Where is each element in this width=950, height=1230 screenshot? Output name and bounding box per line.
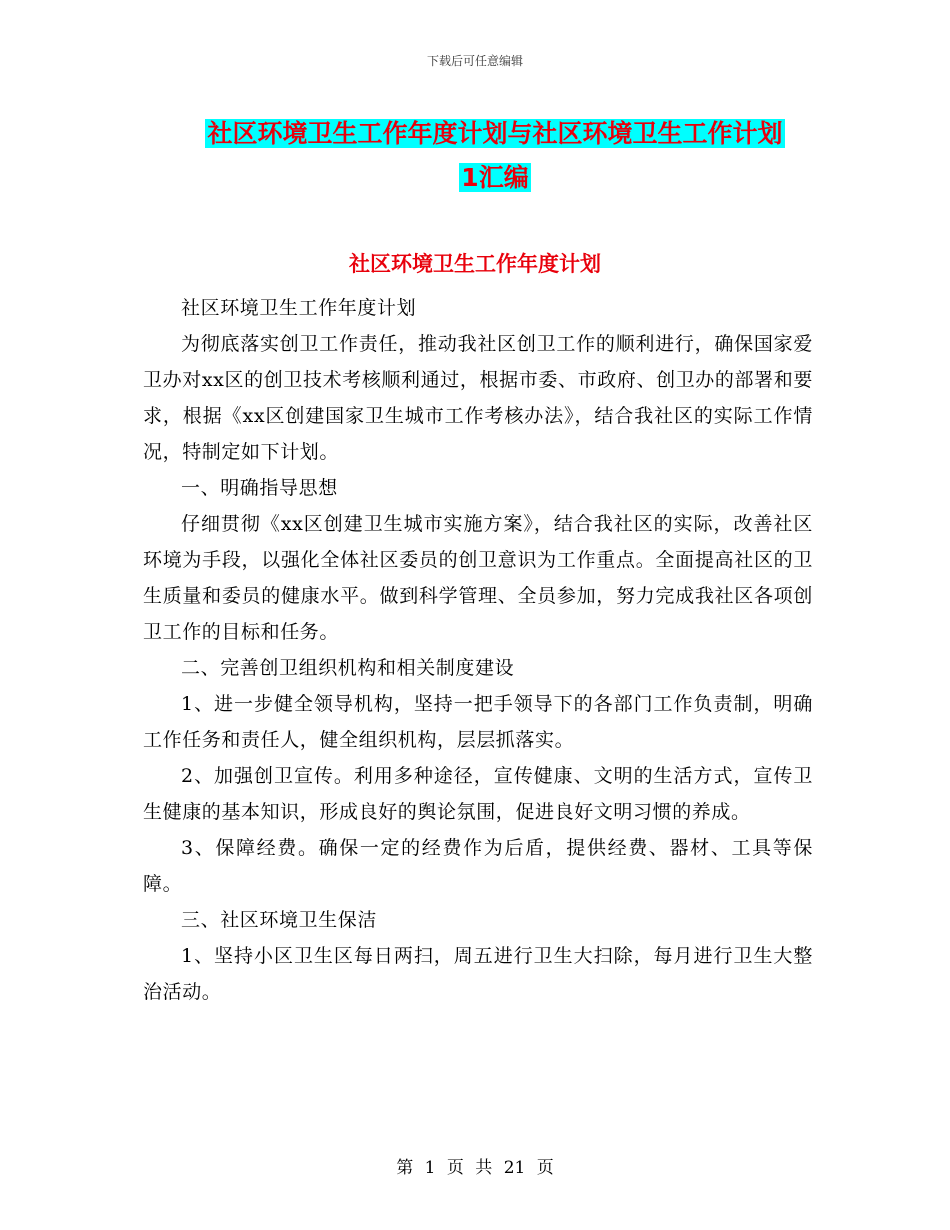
- paragraph: 二、完善创卫组织机构和相关制度建设: [181, 657, 515, 679]
- paragraph: 社区环境卫生工作年度计划: [181, 297, 417, 319]
- paragraph: 为彻底落实创卫工作责任，推动我社区创卫工作的顺利进行，确保国家爱卫办对xx区的创卫技术考核顺利通过，根据市委、市政府、创卫办的部署和要求，根据《xx区创建国家卫生城市工作考核办法》，结合我社区的实际工作情况，特制定如下计划。: [143, 333, 813, 463]
- paragraph: 一、明确指导思想: [181, 477, 338, 499]
- document-body: [143, 290, 813, 1010]
- title-line-2: 1汇编: [461, 163, 529, 192]
- title-line-1: 社区环境卫生工作年度计划与社区环境卫生工作计划: [207, 119, 783, 148]
- paragraph: 仔细贯彻《xx区创建卫生城市实施方案》，结合我社区的实际，改善社区环境为手段，以强化全体社区委员的创卫意识为工作重点。全面提高社区的卫生质量和委员的健康水平。做到科学管理、全员参加，努力完成我社区各项创卫工作的目标和任务。: [143, 513, 813, 643]
- paragraph: 1、坚持小区卫生区每日两扫，周五进行卫生大扫除，每月进行卫生大整治活动。: [143, 945, 813, 1003]
- header-note: 下载后可任意编辑: [426, 54, 523, 68]
- page-footer: 第 1 页 共 21 页: [396, 1158, 554, 1178]
- document-title: [130, 112, 860, 200]
- section-title: 社区环境卫生工作年度计划: [349, 252, 601, 276]
- paragraph: 三、社区环境卫生保洁: [181, 909, 378, 931]
- paragraph: 3、保障经费。确保一定的经费作为后盾，提供经费、器材、工具等保障。: [143, 837, 813, 895]
- paragraph: 1、进一步健全领导机构，坚持一把手领导下的各部门工作负责制，明确工作任务和责任人，健全组织机构，层层抓落实。: [143, 693, 813, 751]
- paragraph: 2、加强创卫宣传。利用多种途径，宣传健康、文明的生活方式，宣传卫生健康的基本知识，形成良好的舆论氛围，促进良好文明习惯的养成。: [143, 765, 813, 823]
